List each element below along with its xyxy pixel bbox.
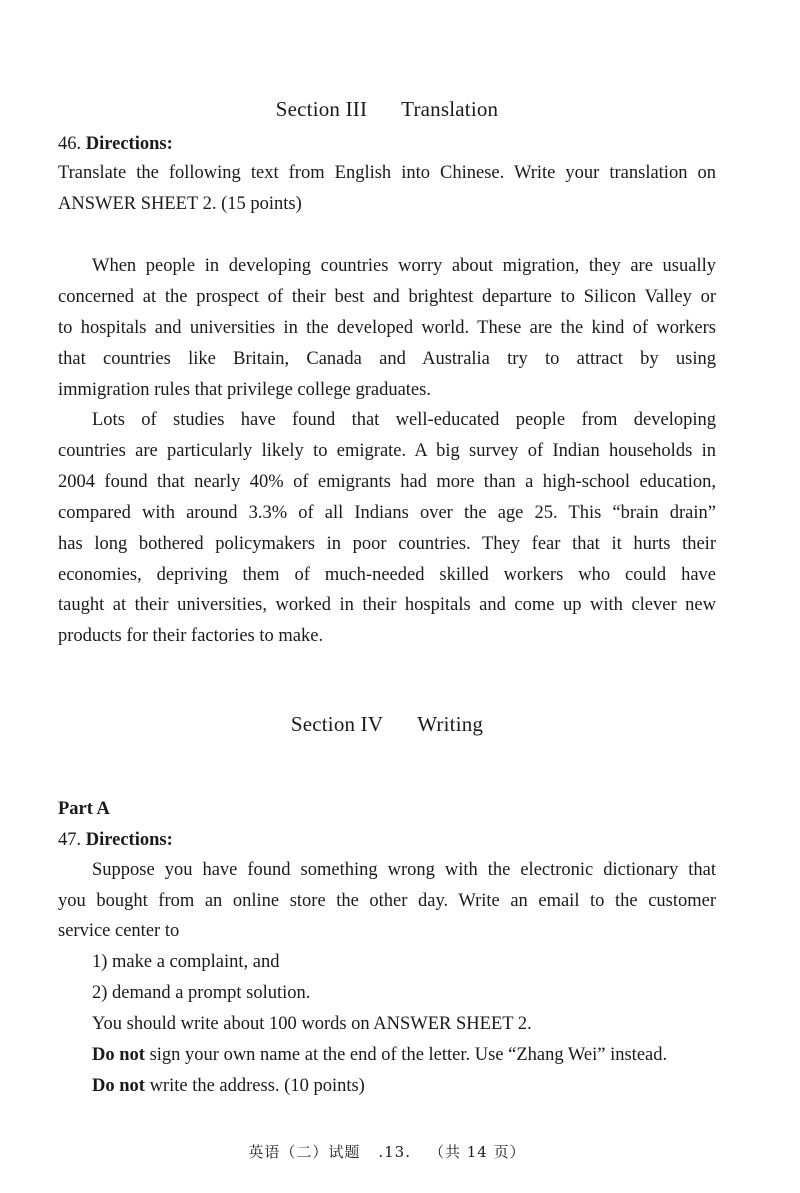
q47-donot-name [92,1044,667,1066]
passage-line: to hospitals and universities in the developed world. These are the kind of workers [58,318,716,338]
exam-page [58,0,716,1193]
footer-page-number: .13. [378,1143,411,1161]
q46-instruction-line: Translate the following text from English into Chinese. Write your translation on [58,163,716,183]
part-a-label-text: Part A [58,799,110,819]
passage-line: taught at their universities, worked in their hospitals and come up with clever new [58,595,716,615]
q47-item-2: 2) demand a prompt solution. [92,983,311,1003]
q47-task-line: you bought from an online store the other day. Write an email to the customer [58,891,716,911]
q46-directions-label: Directions: [85,134,173,154]
donot-address-text: write the address. (10 points) [144,1076,365,1096]
passage-line: has long bothered policymakers in poor countries. They fear that it hurts their [58,534,716,554]
passage-line: economies, depriving them of much-needed skilled workers who could have [58,565,716,585]
footer-subject: 英语（二）试题 [248,1143,361,1161]
page-footer [58,1141,716,1162]
passage-line: When people in developing countries worry about migration, they are usually [92,256,716,276]
section-4-name: Writing [417,712,484,736]
q47-item-1: 1) make a complaint, and [92,952,280,972]
q47-heading [58,829,173,851]
section-3-title [58,97,716,122]
q47-task-line: service center to [58,921,180,941]
q47-task-line: Suppose you have found something wrong with the electronic dictionary that [92,860,716,880]
passage-line: 2004 found that nearly 40% of emigrants had more than a high-school education, [58,472,716,492]
footer-total-pages: （共 14 页） [429,1143,526,1161]
q47-number: 47. [58,830,82,850]
passage-line: concerned at the prospect of their best and brightest departure to Silicon Valley or [58,287,716,307]
section-4-title [58,712,716,737]
donot-bold: Do not [92,1076,145,1096]
q46-instruction-line: ANSWER SHEET 2. (15 points) [58,194,302,214]
q46-number: 46. [58,134,82,154]
section-3-number: Section III [275,97,368,121]
q47-directions-label: Directions: [85,830,173,850]
passage-line: products for their factories to make. [58,626,324,646]
q47-donot-address [92,1075,365,1097]
donot-bold: Do not [92,1045,145,1065]
q47-words-note: You should write about 100 words on ANSWER SHEET 2. [92,1014,532,1034]
passage-line: compared with around 3.3% of all Indians over the age 25. This “brain drain” [58,503,716,523]
part-a-label [58,798,110,820]
section-4-number: Section IV [290,712,384,736]
q46-heading [58,133,173,155]
passage-line: countries are particularly likely to emigrate. A big survey of Indian households in [58,441,716,461]
passage-line: that countries like Britain, Canada and Australia try to attract by using [58,349,716,369]
section-3-name: Translation [401,97,499,121]
passage-line: Lots of studies have found that well-educated people from developing [92,410,716,430]
passage-line: immigration rules that privilege college graduates. [58,380,431,400]
donot-name-text: sign your own name at the end of the letter. Use “Zhang Wei” instead. [144,1045,668,1065]
